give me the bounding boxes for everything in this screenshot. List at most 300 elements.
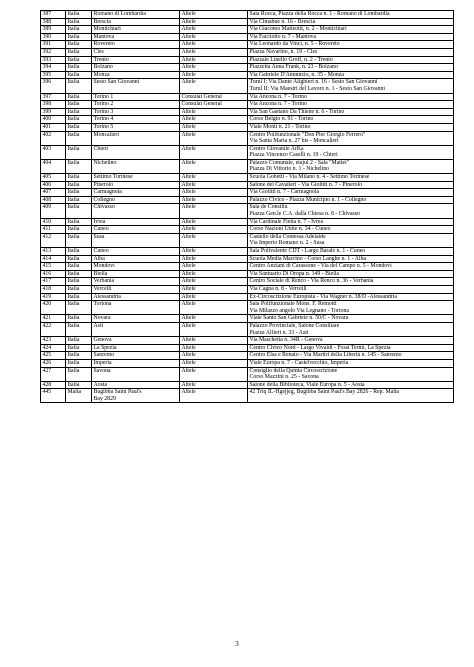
- country-cell: Italia: [66, 315, 92, 323]
- row-number: 419: [41, 293, 66, 301]
- address-cell-line: Via Santa Maria n. 27 bis - Moncalieri: [249, 138, 339, 145]
- table-row: [41, 79, 454, 93]
- table-row: [41, 389, 454, 403]
- city-cell: [92, 18, 180, 26]
- address-cell-line: Corso Mazzini n. 25 - Savona: [249, 374, 319, 381]
- type-cell: Altele: [180, 270, 248, 278]
- city-cell: [92, 181, 180, 189]
- address-cell: [248, 278, 454, 286]
- address-cell-line: Viale Santo San Gabriele n. 50/C - Novara: [249, 315, 349, 322]
- address-cell-line: 42 Triq IL-Hgejjeg, Bugibba Saint Paul's Bay 2826 - Rep. Malta: [249, 389, 399, 396]
- address-cell-line: Palazzo Provinciale, Salone Consiliare: [249, 322, 340, 329]
- country-cell: Malta: [66, 389, 92, 403]
- row-number: 417: [41, 278, 66, 286]
- type-cell: Altele: [180, 159, 248, 173]
- city-cell: [92, 174, 180, 182]
- table-row: [41, 315, 454, 323]
- type-cell: Altele: [180, 56, 248, 64]
- table-row: [41, 145, 454, 159]
- city-cell-line: Chieri: [93, 145, 108, 152]
- row-number: 408: [41, 196, 66, 204]
- city-cell: [92, 159, 180, 173]
- city-cell: [92, 233, 180, 247]
- city-cell: [92, 204, 180, 218]
- type-cell: Altele: [180, 322, 248, 336]
- row-number: 391: [41, 41, 66, 49]
- table-row: [41, 64, 454, 72]
- type-cell: Altele: [180, 285, 248, 293]
- country-cell: Italia: [66, 26, 92, 34]
- city-cell: [92, 131, 180, 145]
- address-cell-line: Salone della Biblioteca, Viale Europa n. 5 - Aosta: [249, 381, 365, 388]
- type-cell: Altele: [180, 174, 248, 182]
- address-cell-line: Via Facciotto n. 7 - Mantova: [249, 33, 317, 40]
- city-cell-line: Asti: [93, 322, 104, 329]
- address-cell-line: Via San Gaetano Da Thiene n. 6 - Torino: [249, 108, 345, 115]
- country-cell: Italia: [66, 263, 92, 271]
- address-cell: [248, 71, 454, 79]
- row-number: 402: [41, 131, 66, 145]
- row-number: 398: [41, 101, 66, 109]
- row-number: 392: [41, 48, 66, 56]
- row-number: 388: [41, 18, 66, 26]
- city-cell: [92, 293, 180, 301]
- city-cell-line: Cuneo: [93, 248, 109, 254]
- address-cell: [248, 123, 454, 131]
- type-cell: Altele: [180, 352, 248, 360]
- city-cell-line: Bay 2829: [93, 395, 116, 402]
- city-cell: [92, 248, 180, 256]
- city-cell-line: Brescia: [93, 18, 111, 25]
- country-cell: Italia: [66, 293, 92, 301]
- address-cell-line: Turul II: Via Maestri del Lavoro n. 1 - Sesto San Giovanni: [249, 85, 386, 92]
- country-cell: Italia: [66, 174, 92, 182]
- city-cell: [92, 344, 180, 352]
- address-cell-line: Turul I: Via Dante Alighieri n. 16 - Sesto San Giovanni: [249, 79, 378, 86]
- country-cell: Italia: [66, 248, 92, 256]
- address-cell-line: Via Cardinale Fietta n. 7 - Ivrea: [249, 218, 324, 225]
- address-cell-line: Via Ancona n. 7 - Torino: [249, 101, 307, 108]
- country-cell: Italia: [66, 181, 92, 189]
- table-row: [41, 322, 454, 336]
- address-cell-line: Ex-Circoscrizione Europista - Via Wagner n. 38/D -Alessandria: [249, 293, 397, 300]
- type-cell: Altele: [180, 359, 248, 367]
- city-cell-line: Romano di Lombardia: [93, 11, 146, 17]
- row-number: 421: [41, 315, 66, 323]
- city-cell-line: Sanremo: [93, 352, 115, 359]
- city-cell-line: Imperia: [93, 359, 112, 366]
- address-cell-line: Via Imperio Romano n. 2 - Susa: [249, 240, 325, 247]
- address-cell-line: Via Leonardo da Vinci, n. 5 - Rovereto: [249, 41, 340, 48]
- address-cell: [248, 56, 454, 64]
- polling-stations-table: [40, 10, 454, 403]
- page-number: 3: [235, 640, 239, 648]
- type-cell: Consulat General: [180, 101, 248, 109]
- row-number: 424: [41, 344, 66, 352]
- country-cell: Italia: [66, 145, 92, 159]
- city-cell-line: Moncalieri: [93, 131, 119, 138]
- address-cell: [248, 93, 454, 101]
- city-cell-line: Alessandria: [93, 293, 121, 300]
- address-cell-line: Piazzale Linello Groff, n. 2 - Trento: [249, 56, 333, 63]
- city-cell: [92, 301, 180, 315]
- country-cell: Italia: [66, 64, 92, 72]
- address-cell-line: Scuola Media Macrino - Corso Langhe n. 1 - Alba: [249, 255, 367, 262]
- address-cell: [248, 255, 454, 263]
- table-row: [41, 18, 454, 26]
- address-cell: [248, 204, 454, 218]
- address-cell: [248, 101, 454, 109]
- country-cell: Italia: [66, 108, 92, 116]
- city-cell-line: Torino 4: [93, 116, 114, 123]
- table-row: [41, 123, 454, 131]
- row-number: 387: [41, 11, 66, 19]
- table-row: [41, 48, 454, 56]
- type-cell: Altele: [180, 381, 248, 389]
- table-row: [41, 108, 454, 116]
- city-cell: [92, 64, 180, 72]
- row-number: 414: [41, 255, 66, 263]
- city-cell: [92, 145, 180, 159]
- address-cell-line: Piazza Alfieri n. 33 - Asti: [249, 329, 309, 336]
- table-row: [41, 159, 454, 173]
- table-row: [41, 233, 454, 247]
- city-cell-line: Biella: [93, 270, 108, 277]
- city-cell-line: Mondovì: [93, 263, 115, 270]
- country-cell: Italia: [66, 11, 92, 19]
- address-cell: [248, 41, 454, 49]
- city-cell: [92, 337, 180, 345]
- type-cell: Altele: [180, 337, 248, 345]
- table-row: [41, 301, 454, 315]
- type-cell: Altele: [180, 18, 248, 26]
- city-cell: [92, 381, 180, 389]
- table-row: [41, 337, 454, 345]
- table-row: [41, 56, 454, 64]
- row-number: 397: [41, 93, 66, 101]
- address-cell-line: Centro Giovanile ArKa: [249, 145, 304, 152]
- address-cell-line: Via Cagna n. 8 - Vercelli: [249, 285, 307, 292]
- address-cell-line: Piazzetta Anna Frank, n. 23 - Bolzano: [249, 64, 338, 71]
- type-cell: Altele: [180, 255, 248, 263]
- type-cell: Altele: [180, 226, 248, 234]
- table-row: [41, 248, 454, 256]
- table-row: [41, 26, 454, 34]
- table-row: [41, 270, 454, 278]
- city-cell-line: La Spezia: [93, 344, 117, 351]
- city-cell-line: Torino 5: [93, 123, 114, 130]
- city-cell-line: Settimo Torinese: [93, 174, 133, 181]
- country-cell: Italia: [66, 79, 92, 93]
- address-cell-line: Salone dei Cavalieri - Via Giolitti n. 7 - Pinerolo: [249, 181, 363, 188]
- row-number: 413: [41, 248, 66, 256]
- city-cell-line: Collegno: [93, 196, 115, 203]
- address-cell: [248, 48, 454, 56]
- address-cell: [248, 18, 454, 26]
- country-cell: Italia: [66, 301, 92, 315]
- type-cell: Altele: [180, 278, 248, 286]
- address-cell-line: Sala Polifunzionale Mons. F. Remotti: [249, 301, 337, 308]
- type-cell: Altele: [180, 116, 248, 124]
- row-number: 428: [41, 381, 66, 389]
- address-cell-line: Palazzo Comunale, etajul 2 - Sala "Mattei": [249, 159, 350, 166]
- table-row: [41, 33, 454, 41]
- row-number: 427: [41, 367, 66, 381]
- address-cell-line: Centro Polifunzionale "Don Pier Giorgio Ferrero": [249, 131, 366, 138]
- city-cell-line: Pinerolo: [93, 181, 114, 188]
- city-cell-line: Tortona: [93, 301, 112, 308]
- country-cell: Italia: [66, 204, 92, 218]
- row-number: 445: [41, 389, 66, 403]
- type-cell: Altele: [180, 293, 248, 301]
- address-cell: [248, 389, 454, 403]
- city-cell: [92, 315, 180, 323]
- city-cell-line: Rovereto: [93, 41, 115, 48]
- row-number: 400: [41, 116, 66, 124]
- table-row: [41, 181, 454, 189]
- address-cell-line: Palazzo Civico - Piazza Municipio n. 1 - Collegno: [249, 196, 367, 203]
- address-cell: [248, 131, 454, 145]
- type-cell: Altele: [180, 344, 248, 352]
- address-cell: [248, 145, 454, 159]
- type-cell: Altele: [180, 389, 248, 403]
- row-number: 415: [41, 263, 66, 271]
- address-cell: [248, 293, 454, 301]
- address-cell: [248, 344, 454, 352]
- country-cell: Italia: [66, 381, 92, 389]
- city-cell: [92, 322, 180, 336]
- city-cell: [92, 56, 180, 64]
- city-cell-line: Cles: [93, 48, 104, 55]
- row-number: 422: [41, 322, 66, 336]
- address-cell-line: Piazza Vincenzo Caselli n. 19 - Chieri: [249, 152, 338, 159]
- country-cell: Italia: [66, 159, 92, 173]
- city-cell-line: Susa: [93, 233, 105, 240]
- city-cell-line: Nichelino: [93, 159, 117, 166]
- address-cell-line: Centro Elsa e Renato - Via Martiri della Libertà n. 145 - Sanremo: [249, 352, 402, 359]
- address-cell-line: Corso Nazioni Unite n. 34 - Cuneo: [249, 226, 331, 233]
- table-row: [41, 218, 454, 226]
- city-cell: [92, 367, 180, 381]
- address-cell: [248, 301, 454, 315]
- address-cell-line: Sala de Consiliu: [249, 204, 288, 211]
- city-cell: [92, 263, 180, 271]
- country-cell: Italia: [66, 48, 92, 56]
- type-cell: Altele: [180, 33, 248, 41]
- address-cell-line: Via Cimabue n. 16 - Brescia: [249, 18, 316, 25]
- country-cell: Italia: [66, 131, 92, 145]
- city-cell: [92, 41, 180, 49]
- city-cell-line: Carmagnola: [93, 189, 122, 196]
- address-cell: [248, 64, 454, 72]
- address-cell: [248, 26, 454, 34]
- table-row: [41, 352, 454, 360]
- city-cell: [92, 270, 180, 278]
- type-cell: Altele: [180, 64, 248, 72]
- row-number: 393: [41, 56, 66, 64]
- city-cell: [92, 101, 180, 109]
- address-cell: [248, 322, 454, 336]
- address-cell-line: Viale Monti n. 21 - Torino: [249, 123, 311, 130]
- city-cell-line: Aosta: [93, 381, 108, 388]
- row-number: 418: [41, 285, 66, 293]
- city-cell-line: Montichiari: [93, 26, 121, 33]
- row-number: 401: [41, 123, 66, 131]
- address-cell: [248, 159, 454, 173]
- table-row: [41, 41, 454, 49]
- row-number: 412: [41, 233, 66, 247]
- type-cell: Altele: [180, 71, 248, 79]
- city-cell: [92, 48, 180, 56]
- table-row: [41, 189, 454, 197]
- address-cell: [248, 108, 454, 116]
- country-cell: Italia: [66, 337, 92, 345]
- country-cell: Italia: [66, 18, 92, 26]
- row-number: 425: [41, 352, 66, 360]
- address-cell-line: Via Giacomo Matteotti, n. 2 - Montichiari: [249, 26, 347, 33]
- country-cell: Italia: [66, 101, 92, 109]
- country-cell: Italia: [66, 93, 92, 101]
- city-cell: [92, 389, 180, 403]
- city-cell: [92, 226, 180, 234]
- address-cell: [248, 33, 454, 41]
- address-cell-line: Via Milazzo angolo Via Legnano - Tortona: [249, 307, 349, 314]
- table-row: [41, 174, 454, 182]
- table-row: [41, 344, 454, 352]
- type-cell: Altele: [180, 196, 248, 204]
- address-cell-line: Piazza Di Vittorio n. 1 - Nichelino: [249, 166, 330, 173]
- address-cell: [248, 226, 454, 234]
- type-cell: Altele: [180, 204, 248, 218]
- type-cell: Altele: [180, 181, 248, 189]
- country-cell: Italia: [66, 123, 92, 131]
- address-cell: [248, 285, 454, 293]
- city-cell-line: Genova: [93, 337, 112, 344]
- address-cell-line: Centro Anziani di Carassone - Via del Campo n. 5 - Mondovì: [249, 263, 392, 270]
- address-cell: [248, 116, 454, 124]
- country-cell: Italia: [66, 270, 92, 278]
- type-cell: Altele: [180, 218, 248, 226]
- city-cell-line: Sesto San Giovanni: [93, 79, 140, 86]
- city-cell: [92, 33, 180, 41]
- table-row: [41, 93, 454, 101]
- city-cell: [92, 108, 180, 116]
- city-cell-line: Ivrea: [93, 218, 106, 225]
- city-cell: [92, 285, 180, 293]
- type-cell: Altele: [180, 79, 248, 93]
- address-cell: [248, 381, 454, 389]
- city-cell-line: Monza: [93, 71, 110, 78]
- city-cell: [92, 255, 180, 263]
- country-cell: Italia: [66, 189, 92, 197]
- table-row: [41, 196, 454, 204]
- table-row: [41, 381, 454, 389]
- country-cell: Italia: [66, 322, 92, 336]
- type-cell: Altele: [180, 248, 248, 256]
- address-cell-line: Centro Sociale di Renco - Via Renco n. 36 - Verbania: [249, 278, 374, 285]
- type-cell: Altele: [180, 41, 248, 49]
- address-cell-line: Corso Belgio n. 91 - Torino: [249, 116, 314, 123]
- table-row: [41, 255, 454, 263]
- table-row: [41, 11, 454, 19]
- address-cell-line: Consiglio della Quinta Circoscrizione: [249, 367, 338, 374]
- row-number: 389: [41, 26, 66, 34]
- address-cell: [248, 270, 454, 278]
- table-row: [41, 226, 454, 234]
- city-cell: [92, 79, 180, 93]
- table-row: [41, 116, 454, 124]
- city-cell: [92, 196, 180, 204]
- address-cell-line: Centro Civico Nord - Largo Vivaldi - Fossi Termi, La Spezia: [249, 344, 391, 351]
- type-cell: Altele: [180, 145, 248, 159]
- row-number: 406: [41, 181, 66, 189]
- country-cell: Italia: [66, 255, 92, 263]
- row-number: 426: [41, 359, 66, 367]
- country-cell: Italia: [66, 41, 92, 49]
- row-number: 407: [41, 189, 66, 197]
- row-number: 411: [41, 226, 66, 234]
- table-row: [41, 285, 454, 293]
- row-number: 423: [41, 337, 66, 345]
- city-cell-line: Chivasso: [93, 204, 115, 211]
- address-cell: [248, 79, 454, 93]
- type-cell: Altele: [180, 108, 248, 116]
- city-cell-line: Vercelli: [93, 285, 112, 292]
- country-cell: Italia: [66, 196, 92, 204]
- table-row: [41, 204, 454, 218]
- table-row: [41, 131, 454, 145]
- country-cell: Italia: [66, 278, 92, 286]
- country-cell: Italia: [66, 56, 92, 64]
- city-cell-line: Torino 2: [93, 101, 114, 108]
- row-number: 399: [41, 108, 66, 116]
- address-cell-line: Piazza Navarino, n. 19 - Cles: [249, 48, 318, 55]
- address-cell: [248, 248, 454, 256]
- type-cell: Altele: [180, 367, 248, 381]
- city-cell: [92, 278, 180, 286]
- city-cell-line: Cuneo: [93, 226, 109, 233]
- row-number: 410: [41, 218, 66, 226]
- address-cell: [248, 218, 454, 226]
- table-row: [41, 278, 454, 286]
- city-cell-line: Torino 1: [93, 93, 114, 100]
- address-cell: [248, 359, 454, 367]
- city-cell-line: Savona: [93, 367, 111, 374]
- city-cell-line: Trento: [93, 56, 109, 63]
- table-row: [41, 367, 454, 381]
- row-number: 409: [41, 204, 66, 218]
- country-cell: Italia: [66, 71, 92, 79]
- city-cell-line: Alba: [93, 255, 105, 262]
- address-cell: [248, 196, 454, 204]
- table-row: [41, 71, 454, 79]
- address-cell: [248, 181, 454, 189]
- city-cell-line: Mantova: [93, 33, 115, 40]
- city-cell: [92, 352, 180, 360]
- country-cell: Italia: [66, 352, 92, 360]
- address-cell-line: Sala Polivalente CDT - Largo Barale n. 1 - Cuneo: [249, 248, 366, 254]
- row-number: 404: [41, 159, 66, 173]
- city-cell: [92, 71, 180, 79]
- type-cell: Altele: [180, 301, 248, 315]
- address-cell: [248, 367, 454, 381]
- address-cell: [248, 352, 454, 360]
- table-row: [41, 263, 454, 271]
- city-cell: [92, 218, 180, 226]
- type-cell: Consulat General: [180, 93, 248, 101]
- table-row: [41, 101, 454, 109]
- row-number: 395: [41, 71, 66, 79]
